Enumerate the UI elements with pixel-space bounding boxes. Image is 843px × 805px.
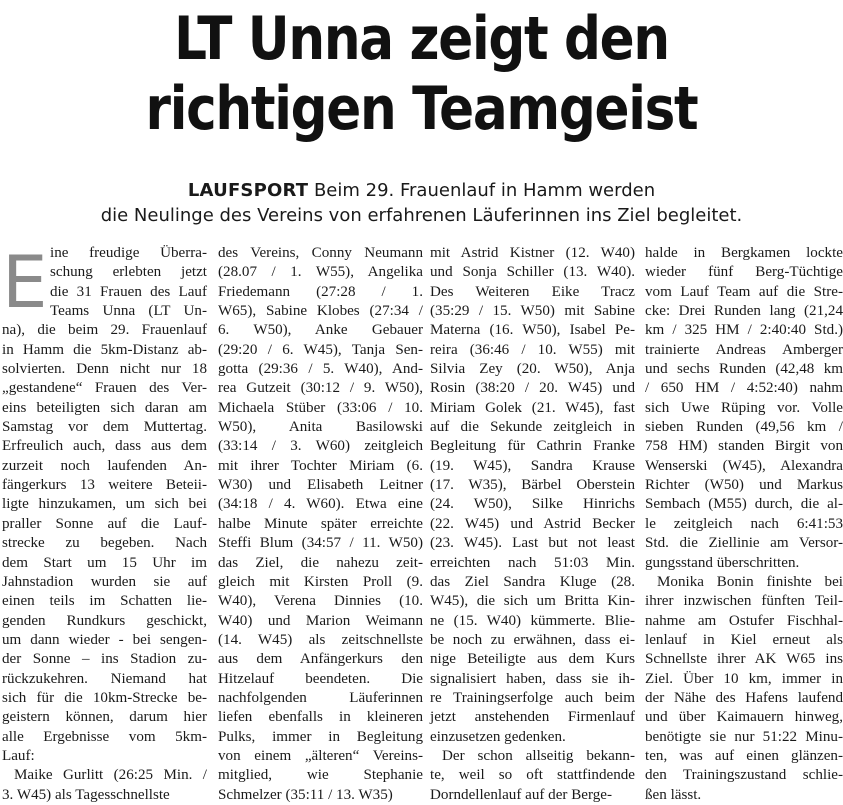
text-line: (14. W45) als zeitschnellste xyxy=(218,631,423,648)
text-line: km / 325 HM / 2:40:40 Std.) xyxy=(645,322,843,339)
text-line: Michaela Stüber (33:06 / 10. xyxy=(218,399,423,416)
text-line: Miriam Golek (21. W45), fast xyxy=(430,399,635,416)
text-line: zurzeit noch laufenden An- xyxy=(2,457,207,474)
text-line: jetzt anstehenden Firmenlauf xyxy=(430,709,635,726)
text-line: Maike Gurlitt (26:25 Min. / xyxy=(14,767,207,784)
text-line: und Sonja Schiller (13. W40). xyxy=(430,264,635,281)
text-line: ten, was auf einen glänzen- xyxy=(645,747,843,764)
text-line: 758 HM) standen Birgit von xyxy=(645,438,843,455)
text-line: (24. W50), Silke Hinrichs xyxy=(430,496,635,513)
text-line: Samstag vor dem Muttertag. xyxy=(2,419,207,436)
text-line: sich Uwe Rüping vor. Volle xyxy=(645,399,843,416)
text-line: (33:14 / 3. W60) zeitgleich xyxy=(218,438,423,455)
text-line: und über Kaimauern hinweg, xyxy=(645,709,843,726)
headline-line-1: LT Unna zeigt den xyxy=(174,4,669,74)
subhead-line-1-text: Beim 29. Frauenlauf in Hamm werden xyxy=(308,180,656,201)
text-line: cke: Drei Runden lang (21,24 xyxy=(645,303,843,320)
text-line: Steffi Blum (34:57 / 11. W50) xyxy=(218,535,423,552)
text-line: nachfolgenden Läuferinnen xyxy=(218,689,423,706)
text-line: (34:18 / 4. W60). Etwa eine xyxy=(218,496,423,513)
text-line: Hitzelauf beendeten. Die xyxy=(218,670,423,687)
text-line: lenlauf in Kiel erneut als xyxy=(645,631,843,648)
text-line: schung erlebten jetzt xyxy=(50,264,207,281)
text-line: auf die Sekunde zeitgleich in xyxy=(430,419,635,436)
subhead-line-2: die Neulinge des Vereins von erfahrenen Läuferinnen ins Ziel begleitet. xyxy=(100,205,743,226)
text-line: halbe Minute später erreichte xyxy=(218,515,423,532)
article-headline xyxy=(59,4,784,144)
text-line: (19. W45), Sandra Krause xyxy=(430,457,635,474)
text-line: vom Lauf Team auf die Stre- xyxy=(645,283,843,300)
text-line: liefen ebenfalls in kleineren xyxy=(218,709,423,726)
text-line: ihrer inzwischen fünften Teil- xyxy=(645,593,843,610)
text-line: Lauf: xyxy=(2,747,35,764)
text-line: fängerkurs 13 weitere Beteii- xyxy=(2,477,207,494)
text-line: nige Beteiligte aus dem Kurs xyxy=(430,651,635,668)
text-line: dem Start um 15 Uhr im xyxy=(2,554,207,571)
text-line: na), die beim 29. Frauenlauf xyxy=(2,322,207,339)
text-line: Rosin (38:20 / 20. W45) und xyxy=(430,380,635,397)
text-line: Wenserski (W45), Alexandra xyxy=(645,457,843,474)
text-line: um dann wieder - bei sengen- xyxy=(2,631,207,648)
text-line: benötigte sie nur 51:22 Minu- xyxy=(645,728,843,745)
text-line: Schnellste ihrer AK W65 ins xyxy=(645,651,843,668)
section-kicker: LAUFSPORT xyxy=(187,180,309,201)
text-line: signalisiert haben, dass sie ih- xyxy=(430,670,635,687)
text-line: aus dem Anfängerkurs den xyxy=(218,651,423,668)
text-line: Der schon allseitig bekann- xyxy=(442,747,635,764)
article-subheadline xyxy=(0,178,843,228)
text-line: ine freudige Überra- xyxy=(50,245,207,261)
text-line: Pulks, immer in Begleitung xyxy=(218,728,423,745)
text-line: (28.07 / 1. W55), Angelika xyxy=(218,264,423,281)
text-line: W45), die sich um Britta Kin- xyxy=(430,593,635,610)
text-line: geistern können, darum hier xyxy=(2,709,207,726)
text-line: Monika Bonin finishte bei xyxy=(657,573,843,590)
text-line: gungsstand überschritten. xyxy=(645,554,800,571)
text-line: (35:29 / 15. W50) mit Sabine xyxy=(430,303,635,320)
text-line: / 650 HM / 4:52:40) nahm xyxy=(645,380,843,397)
text-line: 3. W45) als Tagesschnellste xyxy=(2,786,170,803)
text-line: Sembach (M55) durch, die al- xyxy=(645,496,843,513)
text-line: re Trainingserfolge auch beim xyxy=(430,689,635,706)
text-line: in Hamm die 5km-Distanz ab- xyxy=(2,341,207,358)
text-line: be noch zu erwähnen, dass ei- xyxy=(430,631,635,648)
text-line: halde in Bergkamen lockte xyxy=(645,245,843,261)
text-line: Erfreulich auch, dass aus dem xyxy=(2,438,207,455)
text-line: 6. W50), Anke Gebauer xyxy=(218,322,423,339)
text-line: strecke zu begeben. Nach xyxy=(2,535,207,552)
text-line: mit ihrer Tochter Miriam (6. xyxy=(218,457,423,474)
text-line: das Ziel, die nahezu zeit- xyxy=(218,554,423,571)
text-line: W30) und Elisabeth Leitner xyxy=(218,477,423,494)
text-line: Schmelzer (35:11 / 13. W35) xyxy=(218,786,393,803)
text-line: der Nähe des Hafens laufend xyxy=(645,689,843,706)
text-line: Std. die Ziellinie am Versor- xyxy=(645,535,843,552)
article-column-3 xyxy=(430,244,635,805)
text-line: reira (36:46 / 10. W55) mit xyxy=(430,341,635,358)
text-line: Friedemann (27:28 / 1. xyxy=(218,283,423,300)
text-line: gotta (29:36 / 5. W40), And- xyxy=(218,361,423,378)
text-line: praller Sonne auf die Lauf- xyxy=(2,515,207,532)
text-line: von einem „älteren“ Vereins- xyxy=(218,747,423,764)
text-line: „gestandene“ Frauen des Ver- xyxy=(2,380,207,397)
text-line: trainierte Andreas Amberger xyxy=(645,341,843,358)
text-line: (22. W45) und Astrid Becker xyxy=(430,515,635,532)
text-line: erreichten nach 51:03 Min. xyxy=(430,554,635,571)
headline-line-2: richtigen Teamgeist xyxy=(145,74,698,144)
text-line: (29:20 / 6. W45), Tanja Sen- xyxy=(218,341,423,358)
article-column-4 xyxy=(645,244,843,805)
text-line: solvierten. Denn nicht nur 18 xyxy=(2,361,207,378)
text-line: ßen lässt. xyxy=(645,786,702,803)
drop-cap: E xyxy=(2,240,48,324)
text-line: Richter (W50) und Markus xyxy=(645,477,843,494)
text-line: den Trainingszustand schlie- xyxy=(645,767,843,784)
text-line: der Sonne – ins Stadion zu- xyxy=(2,651,207,668)
text-line: Des Weiteren Eike Tracz xyxy=(430,283,635,300)
text-line: alle Ergebnisse vom 5km- xyxy=(2,728,207,745)
text-line: Jahnstadion wurden sie auf xyxy=(2,573,207,590)
text-line: die 31 Frauen des Lauf xyxy=(50,283,207,300)
article-column-1 xyxy=(2,240,207,805)
text-line: sieben Runden (49,56 km / xyxy=(645,419,843,436)
text-line: wieder fünf Berg-Tüchtige xyxy=(645,264,843,281)
text-line: des Vereins, Conny Neumann xyxy=(218,245,423,261)
text-line: gleich mit Kirsten Proll (9. xyxy=(218,573,423,590)
text-line: te, weil so oft stattfindende xyxy=(430,767,635,784)
text-line: W40) und Marion Weimann xyxy=(218,612,423,629)
text-line: das Ziel Sandra Kluge (28. xyxy=(430,573,635,590)
text-line: ligte hinzukamen, um sich bei xyxy=(2,496,207,513)
text-line: W65), Sabine Klobes (27:34 / xyxy=(218,303,423,320)
text-line: sich für die 10km-Strecke be- xyxy=(2,689,207,706)
text-line: und sechs Runden (42,48 km xyxy=(645,361,843,378)
text-line: W40), Verena Dinnies (10. xyxy=(218,593,423,610)
text-line: Ziel. Über 10 km, immer in xyxy=(645,670,843,687)
text-line: rea Gutzeit (30:12 / 9. W50), xyxy=(218,380,423,397)
text-line: W50), Anita Basilowski xyxy=(218,419,423,436)
text-line: eins beteiligten sich daran am xyxy=(2,399,207,416)
text-line: Dorndellenlauf auf der Berge- xyxy=(430,786,613,803)
text-line: le zeitgleich nach 6:41:53 xyxy=(645,515,843,532)
text-line: Teams Unna (LT Un- xyxy=(50,303,207,320)
text-line: genden Rundkurs geschickt, xyxy=(2,612,207,629)
text-line: ne (15. W40) kümmerte. Blie- xyxy=(430,612,635,629)
text-line: rückzukehren. Niemand hat xyxy=(2,670,207,687)
text-line: mitglied, wie Stephanie xyxy=(218,767,423,784)
text-line: Silvia Zey (20. W50), Anja xyxy=(430,361,635,378)
article-column-2 xyxy=(218,244,423,805)
text-line: Materna (16. W50), Isabel Pe- xyxy=(430,322,635,339)
text-line: einen teils im Schatten lie- xyxy=(2,593,207,610)
text-line: einzusetzen gedenken. xyxy=(430,728,566,745)
text-line: mit Astrid Kistner (12. W40) xyxy=(430,245,635,261)
text-line: (23. W45). Last but not least xyxy=(430,535,635,552)
text-line: Begleitung für Cathrin Franke xyxy=(430,438,635,455)
subhead-line-1 xyxy=(0,178,843,203)
text-line: (17. W35), Bärbel Oberstein xyxy=(430,477,635,494)
text-line: nahme am Ostufer Fischhal- xyxy=(645,612,843,629)
